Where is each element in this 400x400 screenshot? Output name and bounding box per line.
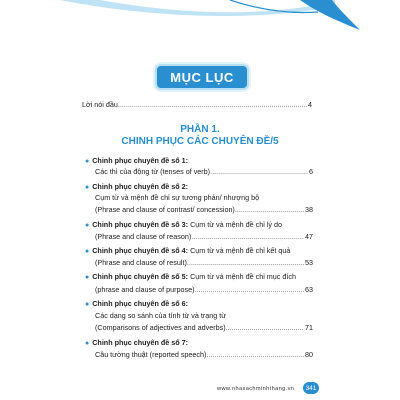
page-title: MỤC LỤC — [155, 64, 249, 90]
toc-entry[interactable] — [95, 205, 313, 214]
toc-entry-page: 63 — [305, 285, 313, 294]
toc-entry-label: Lời nói đầu — [82, 100, 118, 109]
topic-heading-text: Chinh phục chuyên đề số 6: — [92, 299, 189, 308]
toc-entry[interactable] — [95, 350, 313, 359]
leader-dots — [187, 258, 304, 267]
bullet-icon: ● — [85, 158, 90, 165]
decorative-wave-header — [0, 0, 400, 40]
toc-entry-label: Cụm từ và mệnh đề chỉ sự tương phản/ nhượng bộ — [95, 193, 260, 202]
toc-entry-label: Các dạng so sánh của tính từ và trạng từ — [95, 311, 227, 320]
topic-heading[interactable] — [85, 220, 282, 230]
toc-entry-label: (Phrase and clause of reason) — [95, 232, 192, 241]
toc-entry[interactable] — [95, 285, 313, 294]
topic-heading[interactable] — [85, 299, 188, 309]
part-heading-line2: CHINH PHỤC CÁC CHUYÊN ĐỀ/5 — [121, 136, 279, 147]
toc-entry-page: 4 — [308, 100, 312, 109]
leader-dots — [226, 323, 304, 332]
topic-heading[interactable] — [85, 338, 188, 348]
topic-heading[interactable] — [85, 156, 188, 166]
toc-entry[interactable] — [95, 323, 313, 332]
toc-entry-page: 71 — [305, 323, 313, 332]
toc-entry-label: (phrase and clause of purpose) — [95, 285, 195, 294]
leader-dots — [206, 350, 304, 359]
toc-entry-label: (Comparisons of adjectives and adverbs) — [95, 323, 226, 332]
leader-dots — [191, 232, 304, 241]
toc-entry-label: (Phrase and clause of contrast/ concession) — [95, 205, 235, 214]
toc-entry-page: 38 — [305, 205, 313, 214]
topic-heading-rest: Cụm từ và mệnh đề chỉ lý do — [188, 220, 282, 229]
footer-website: www.nhasachminhthang.vn — [217, 386, 295, 392]
topic-heading-text: Chinh phục chuyên đề số 2: — [92, 182, 189, 191]
bullet-icon: ● — [85, 301, 90, 308]
bullet-icon: ● — [85, 184, 90, 191]
bullet-icon: ● — [85, 340, 90, 347]
leader-dots — [210, 167, 308, 176]
topic-heading-text: Chinh phục chuyên đề số 1: — [92, 156, 189, 165]
topic-heading[interactable] — [85, 182, 188, 192]
bullet-icon: ● — [85, 274, 90, 281]
topic-heading[interactable] — [85, 246, 290, 256]
toc-entry[interactable] — [95, 258, 313, 267]
toc-entry-intro[interactable] — [82, 100, 312, 109]
leader-dots — [235, 205, 304, 214]
topic-heading[interactable] — [85, 272, 296, 282]
part-heading-line1: PHẦN 1. — [180, 124, 220, 135]
toc-entry-page: 6 — [309, 167, 313, 176]
toc-entry-page: 53 — [305, 258, 313, 267]
toc-entry-page: 80 — [305, 350, 313, 359]
topic-heading-text: Chinh phục chuyên đề số 4: — [92, 246, 189, 255]
topic-heading-text: Chinh phục chuyên đề số 3: — [92, 220, 189, 229]
toc-entry[interactable] — [95, 232, 313, 241]
topic-heading-text: Chinh phục chuyên đề số 5: — [92, 272, 189, 281]
leader-dots — [118, 100, 307, 109]
page-number-badge: 341 — [303, 382, 319, 394]
toc-entry-label: (Phrase and clause of result) — [95, 258, 187, 267]
toc-entry[interactable] — [95, 167, 313, 176]
bullet-icon: ● — [85, 222, 90, 229]
bullet-icon: ● — [85, 248, 90, 255]
leader-dots — [195, 285, 305, 294]
toc-entry-label: Câu tường thuật (reported speech) — [95, 350, 207, 359]
toc-entry-page: 47 — [305, 232, 313, 241]
toc-entry-label: Các thì của động từ (tenses of verb) — [95, 167, 211, 176]
topic-heading-rest: Cụm từ và mệnh đề chỉ mục đích — [188, 272, 296, 281]
topic-heading-text: Chinh phục chuyên đề số 7: — [92, 338, 189, 347]
topic-heading-rest: Cụm từ và mệnh đề chỉ kết quả — [188, 246, 291, 255]
